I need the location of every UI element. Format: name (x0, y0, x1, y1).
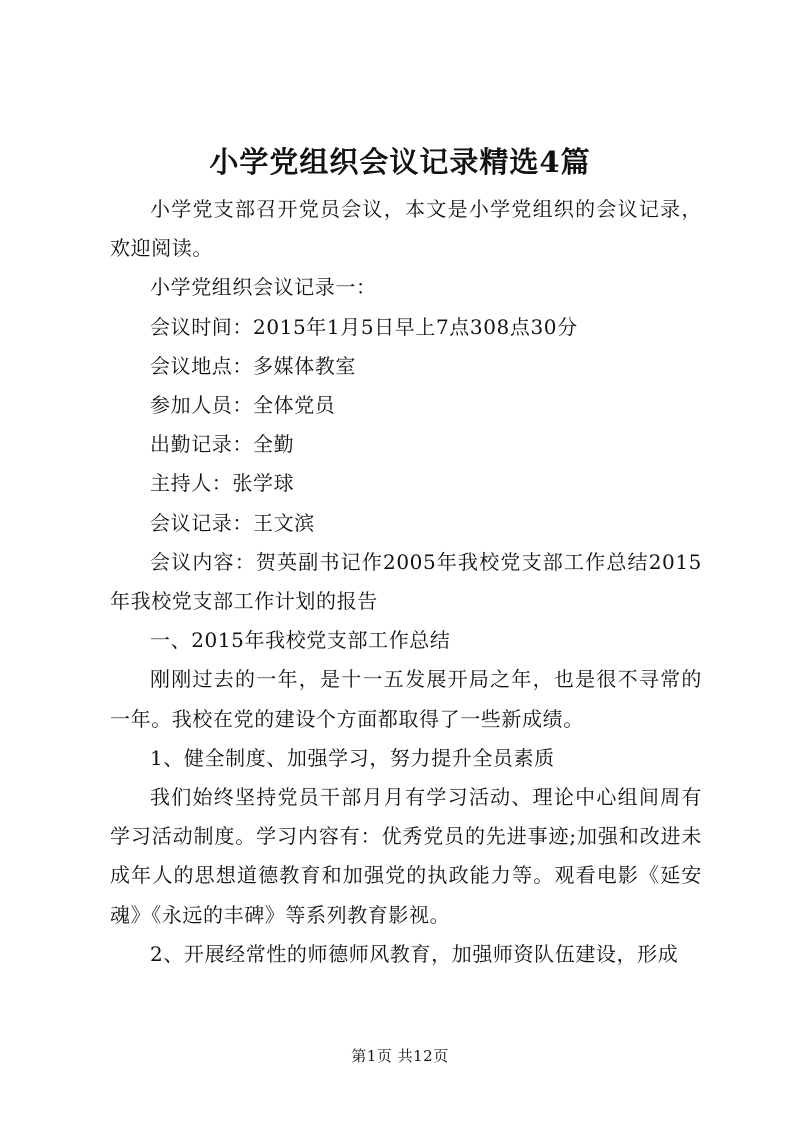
paragraph-attendance: 出勤记录：全勤 (150, 432, 295, 457)
subheading-system-study: 1、健全制度、加强学习，努力提升全员素质 (150, 745, 555, 770)
section-heading-summary: 一、2015年我校党支部工作总结 (150, 628, 451, 653)
document-body (110, 190, 702, 974)
document-title: 小学党组织会议记录精选4篇 (209, 145, 591, 179)
paragraph-attendees: 参加人员：全体党员 (150, 393, 336, 418)
paragraph-record-heading: 小学党组织会议记录一： (150, 275, 377, 300)
paragraph-host: 主持人：张学球 (150, 471, 295, 496)
paragraph-year-review: 刚刚过去的一年，是十一五发展开局之年，也是很不寻常的一年。我校在党的建设个方面都取得了一些新成绩。 (110, 667, 702, 731)
paragraph-meeting-place: 会议地点：多媒体教室 (150, 353, 356, 378)
paragraph-intro: 小学党支部召开党员会议，本文是小学党组织的会议记录，欢迎阅读。 (110, 197, 702, 261)
page-footer: 第1页 共12页 (351, 1047, 449, 1065)
paragraph-recorder: 会议记录：王文滨 (150, 510, 315, 535)
paragraph-meeting-time: 会议时间：2015年1月5日早上7点308点30分 (150, 314, 578, 339)
subheading-teacher-ethics: 2、开展经常性的师德师风教育，加强师资队伍建设，形成 (150, 941, 679, 966)
paragraph-study-activities: 我们始终坚持党员干部月月有学习活动、理论中心组间周有学习活动制度。学习内容有：优秀党员的先进事迹;加强和改进未成年人的思想道德教育和加强党的执政能力等。观看电影《延安魂》《永远的丰碑》等系列教育影视。 (110, 785, 702, 927)
paragraph-meeting-content: 会议内容：贺英副书记作2005年我校党支部工作总结2015年我校党支部工作计划的报告 (110, 549, 702, 614)
